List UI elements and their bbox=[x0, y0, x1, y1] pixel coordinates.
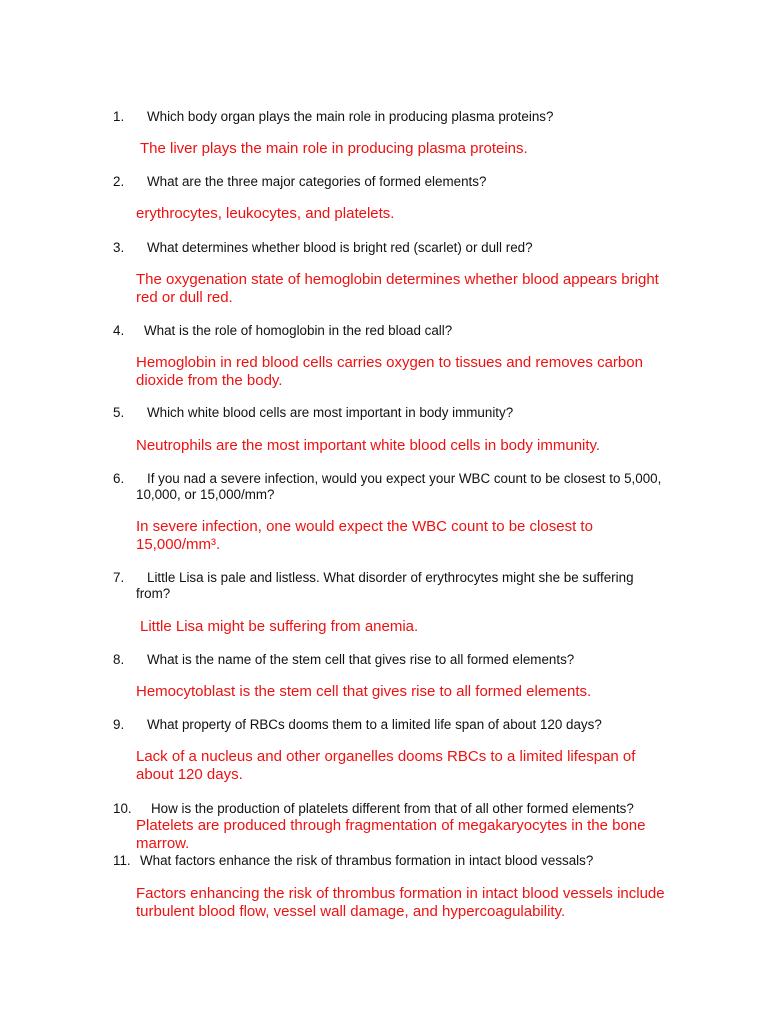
answer-text: erythrocytes, leukocytes, and platelets. bbox=[136, 205, 395, 222]
question-number: 1. bbox=[113, 109, 125, 124]
question-text: What are the three major categories of formed elements? bbox=[147, 174, 487, 189]
answer-text: 15,000/mm³. bbox=[136, 536, 221, 553]
answer-text: red or dull red. bbox=[136, 289, 233, 306]
question-number: 10. bbox=[113, 801, 132, 816]
question-text: Which body organ plays the main role in producing plasma proteins? bbox=[147, 109, 554, 124]
question-text: What factors enhance the risk of thrambus formation in intact blood vessals? bbox=[140, 853, 594, 868]
question-number: 3. bbox=[113, 240, 125, 255]
question-text: Which white blood cells are most important in body immunity? bbox=[147, 405, 514, 420]
question-text: Little Lisa is pale and listless. What disorder of erythrocytes might she be suffering bbox=[147, 570, 634, 585]
question-number: 5. bbox=[113, 405, 125, 420]
question-number: 4. bbox=[113, 323, 125, 338]
question-text: What is the role of homoglobin in the red bload call? bbox=[144, 323, 453, 338]
question-text: What is the name of the stem cell that gives rise to all formed elements? bbox=[147, 652, 575, 667]
question-number: 7. bbox=[113, 570, 125, 585]
answer-text: Platelets are produced through fragmentation of megakaryocytes in the bone bbox=[136, 817, 646, 834]
question-text: What property of RBCs dooms them to a limited life span of about 120 days? bbox=[147, 717, 602, 732]
answer-text: Little Lisa might be suffering from anemia. bbox=[140, 618, 419, 635]
question-number: 2. bbox=[113, 174, 125, 189]
question-number: 6. bbox=[113, 471, 125, 486]
answer-text: marrow. bbox=[136, 835, 190, 852]
answer-text: Lack of a nucleus and other organelles dooms RBCs to a limited lifespan of bbox=[136, 748, 636, 765]
question-number: 8. bbox=[113, 652, 125, 667]
question-number: 11. bbox=[113, 853, 131, 868]
question-text: from? bbox=[136, 586, 171, 601]
answer-text: Hemoglobin in red blood cells carries oxygen to tissues and removes carbon bbox=[136, 354, 643, 371]
answer-text: Hemocytoblast is the stem cell that gives rise to all formed elements. bbox=[136, 683, 592, 700]
answer-text: Factors enhancing the risk of thrombus formation in intact blood vessels include bbox=[136, 885, 665, 902]
question-text: 10,000, or 15,000/mm? bbox=[136, 487, 275, 502]
answer-text: dioxide from the body. bbox=[136, 372, 283, 389]
answer-text: turbulent blood flow, vessel wall damage, and hypercoagulability. bbox=[136, 903, 566, 920]
answer-text: about 120 days. bbox=[136, 766, 243, 783]
question-text: What determines whether blood is bright red (scarlet) or dull red? bbox=[147, 240, 533, 255]
answer-text: In severe infection, one would expect the WBC count to be closest to bbox=[136, 518, 593, 535]
question-text: How is the production of platelets different from that of all other formed elements? bbox=[151, 801, 634, 816]
answer-text: Neutrophils are the most important white blood cells in body immunity. bbox=[136, 437, 601, 454]
answer-text: The liver plays the main role in producing plasma proteins. bbox=[140, 140, 528, 157]
question-text: If you nad a severe infection, would you expect your WBC count to be closest to 5,000, bbox=[147, 471, 662, 486]
answer-text: The oxygenation state of hemoglobin determines whether blood appears bright bbox=[136, 271, 659, 288]
question-number: 9. bbox=[113, 717, 125, 732]
